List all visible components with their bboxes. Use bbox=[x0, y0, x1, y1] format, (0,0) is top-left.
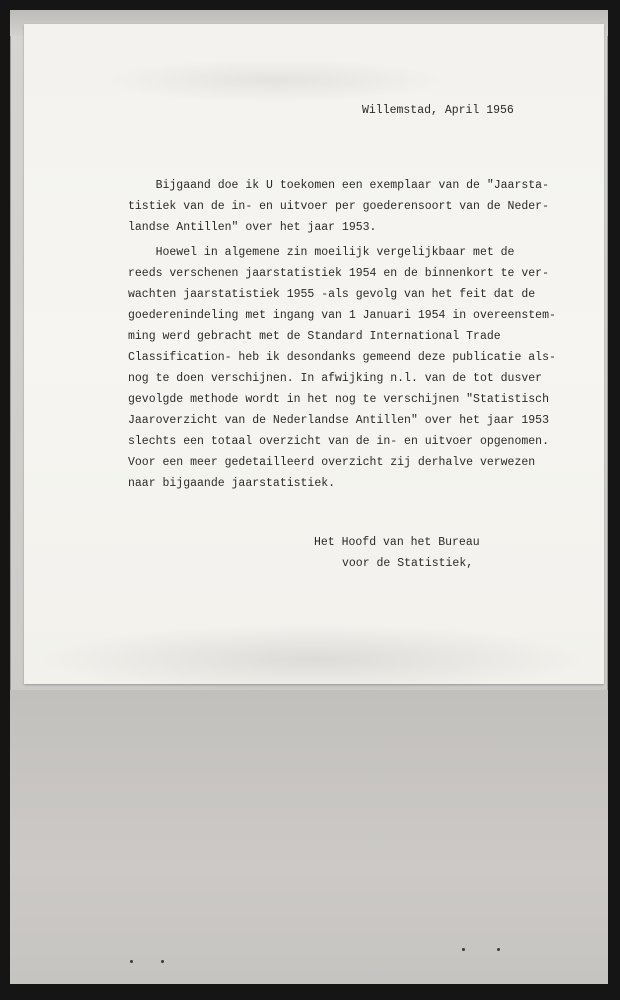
body-line: reeds verschenen jaarstatistiek 1954 en de binnenkort te ver- bbox=[128, 267, 549, 280]
letter-sheet bbox=[24, 24, 604, 684]
scan-speck bbox=[130, 960, 133, 963]
scan-speck bbox=[161, 960, 164, 963]
signature-line: voor de Statistiek, bbox=[342, 557, 474, 570]
board-lower-area bbox=[10, 690, 608, 984]
body-line: tistiek van de in- en uitvoer per goederensoort van de Neder- bbox=[128, 200, 549, 213]
body-line: ming werd gebracht met de Standard International Trade bbox=[128, 330, 501, 343]
body-line: Jaaroverzicht van de Nederlandse Antillen" over het jaar 1953 bbox=[128, 414, 549, 427]
body-line: Voor een meer gedetailleerd overzicht zij derhalve verwezen bbox=[128, 456, 536, 469]
show-through-top bbox=[94, 58, 454, 102]
scan-speck bbox=[497, 948, 500, 951]
signature-line: Het Hoofd van het Bureau bbox=[314, 536, 480, 549]
letter-dateline: Willemstad, April 1956 bbox=[362, 104, 514, 117]
body-line: nog te doen verschijnen. In afwijking n.l. van de tot dusver bbox=[128, 372, 543, 385]
body-line: gevolgde methode wordt in het nog te verschijnen "Statistisch bbox=[128, 393, 549, 406]
body-line: slechts een totaal overzicht van de in- en uitvoer opgenomen. bbox=[128, 435, 549, 448]
body-line: Bijgaand doe ik U toekomen een exemplaar van de "Jaarsta- bbox=[128, 179, 549, 192]
body-line: Classification- heb ik desondanks gemeend deze publicatie als- bbox=[128, 351, 556, 364]
body-line: naar bijgaande jaarstatistiek. bbox=[128, 477, 336, 490]
body-line: wachten jaarstatistiek 1955 -als gevolg van het feit dat de bbox=[128, 288, 536, 301]
scan-speck bbox=[462, 948, 465, 951]
body-line: goederenindeling met ingang van 1 Januari 1954 in overeenstem- bbox=[128, 309, 556, 322]
show-through-bottom bbox=[34, 624, 594, 694]
body-line: landse Antillen" over het jaar 1953. bbox=[128, 221, 377, 234]
body-line: Hoewel in algemene zin moeilijk vergelijkbaar met de bbox=[128, 246, 515, 259]
